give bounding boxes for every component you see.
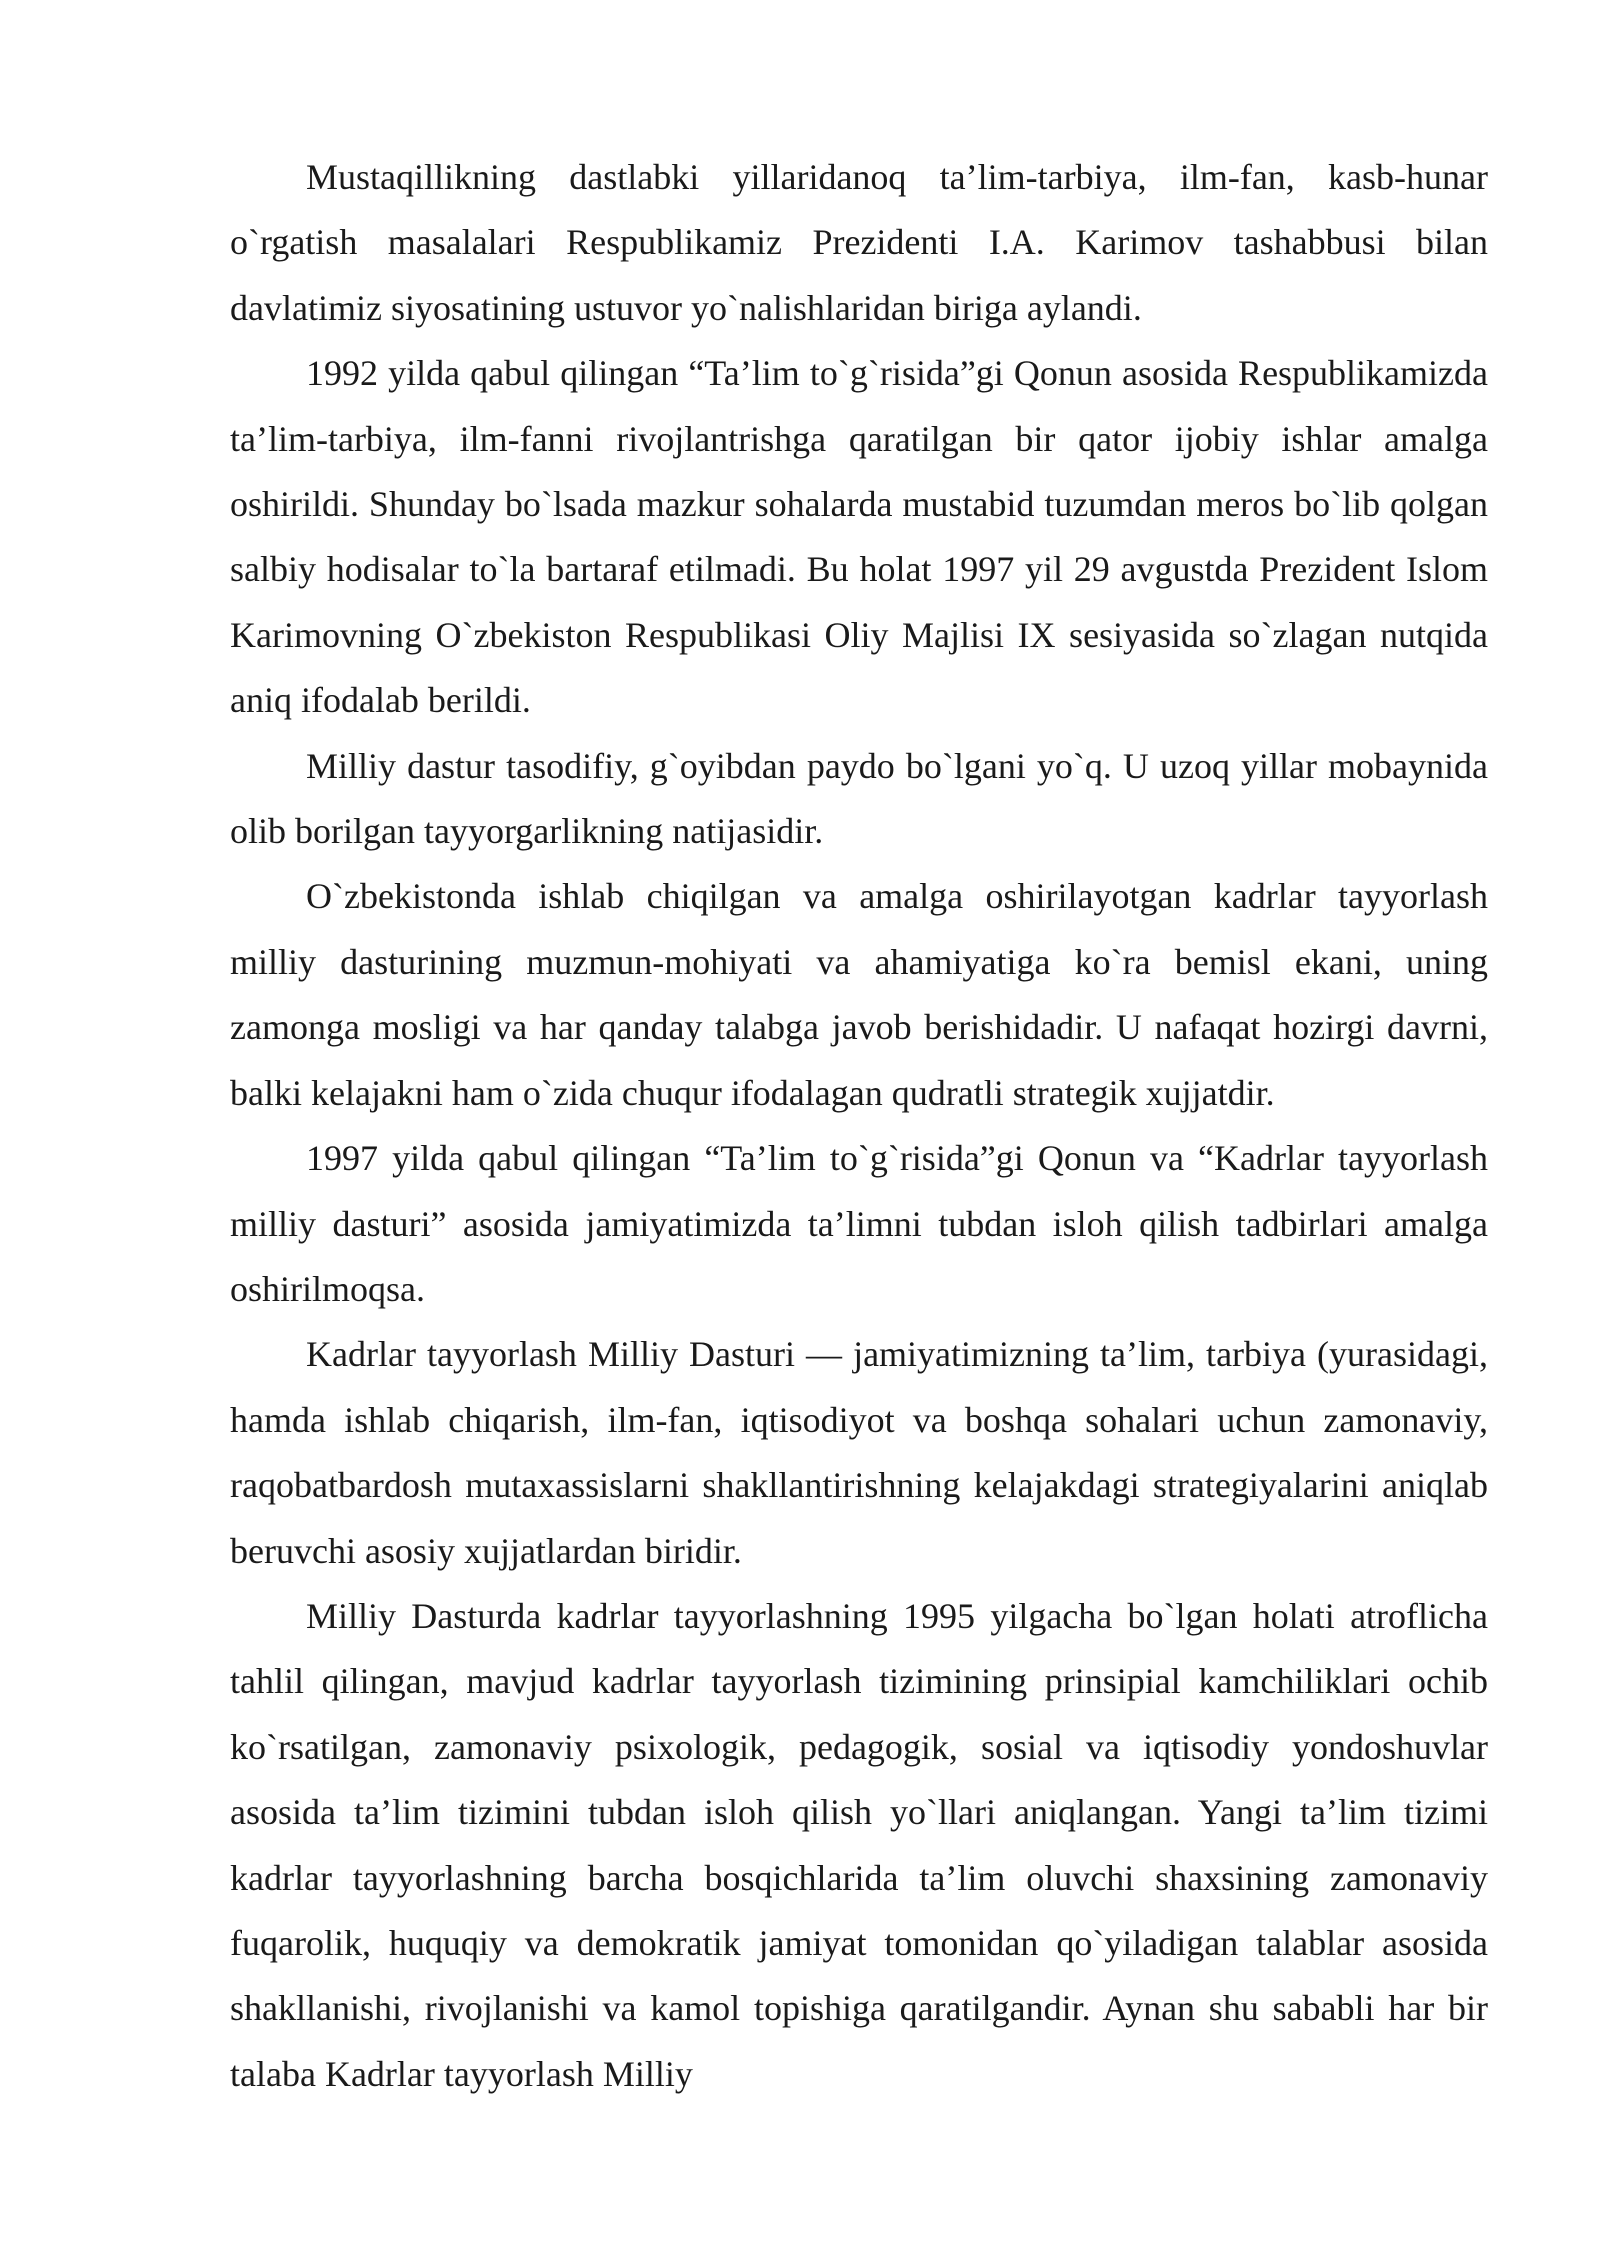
paragraph-3: Milliy dastur tasodifiy, g`oyibdan paydo bo`lgani yo`q. U uzoq yillar mobaynida olib borilgan tayyorgarlikning natijasidir. [230, 745, 1488, 852]
paragraph-4: O`zbekistonda ishlab chiqilgan va amalga oshirilayotgan kadrlar tayyorlash milliy dasturining muzmun-mohiyati va ahamiyatiga ko`ra bemisl ekani, uning zamonga mosligi va har qanday talabga javob berishidadir. U nafaqat hozirgi davrni, balki kelajakni ham o`zida chuqur ifodalagan qudratli strategik xujjatdir. [230, 876, 1488, 1113]
paragraph-6: Kadrlar tayyorlash Milliy Dasturi — jamiyatimizning ta’lim, tarbiya (yurasidagi, hamda ishlab chiqarish, ilm-fan, iqtisodiyot va boshqa sohalari uchun zamonaviy, raqobatbardosh mutaxassislarni shakllantirishning kelajakdagi strategiyalarini aniqlab beruvchi asosiy xujjatlardan biridir. [230, 1334, 1488, 1571]
document-body [230, 145, 1488, 2107]
paragraph-1: Mustaqillikning dastlabki yillaridanoq ta’lim-tarbiya, ilm-fan, kasb-hunar o`rgatish masalalari Respublikamiz Prezidenti I.A. Karimov tashabbusi bilan davlatimiz siyosatining ustuvor yo`nalishlaridan biriga aylandi. [230, 157, 1488, 328]
paragraph-7: Milliy Dasturda kadrlar tayyorlashning 1995 yilgacha bo`lgan holati atroflicha tahlil qilingan, mavjud kadrlar tayyorlash tizimining prinsipial kamchiliklari ochib ko`rsatilgan, zamonaviy psixologik, pedagogik, sosial va iqtisodiy yondoshuvlar asosida ta’lim tizimini tubdan isloh qilish yo`llari aniqlangan. Yangi ta’lim tizimi kadrlar tayyorlashning barcha bosqichlarida ta’lim oluvchi shaxsining zamonaviy fuqarolik, huquqiy va demokratik jamiyat tomonidan qo`yiladigan talablar asosida shakllanishi, rivojlanishi va kamol topishiga qaratilgandir. Aynan shu sababli har bir talaba Kadrlar tayyorlash Milliy [230, 1595, 1488, 2094]
paragraph-5: 1997 yilda qabul qilingan “Ta’lim to`g`risida”gi Qonun va “Kadrlar tayyorlash milliy dasturi” asosida jamiyatimizda ta’limni tubdan isloh qilish tadbirlari amalga oshirilmoqsa. [230, 1138, 1488, 1309]
paragraph-2: 1992 yilda qabul qilingan “Ta’lim to`g`risida”gi Qonun asosida Respublikamizda ta’lim-tarbiya, ilm-fanni rivojlantrishga qaratilgan bir qator ijobiy ishlar amalga oshirildi. Shunday bo`lsada mazkur sohalarda mustabid tuzumdan meros bo`lib qolgan salbiy hodisalar to`la bartaraf etilmadi. Bu holat 1997 yil 29 avgustda Prezident Islom Karimovning O`zbekiston Respublikasi Oliy Majlisi IX sesiyasida so`zlagan nutqida aniq ifodalab berildi. [230, 353, 1488, 721]
